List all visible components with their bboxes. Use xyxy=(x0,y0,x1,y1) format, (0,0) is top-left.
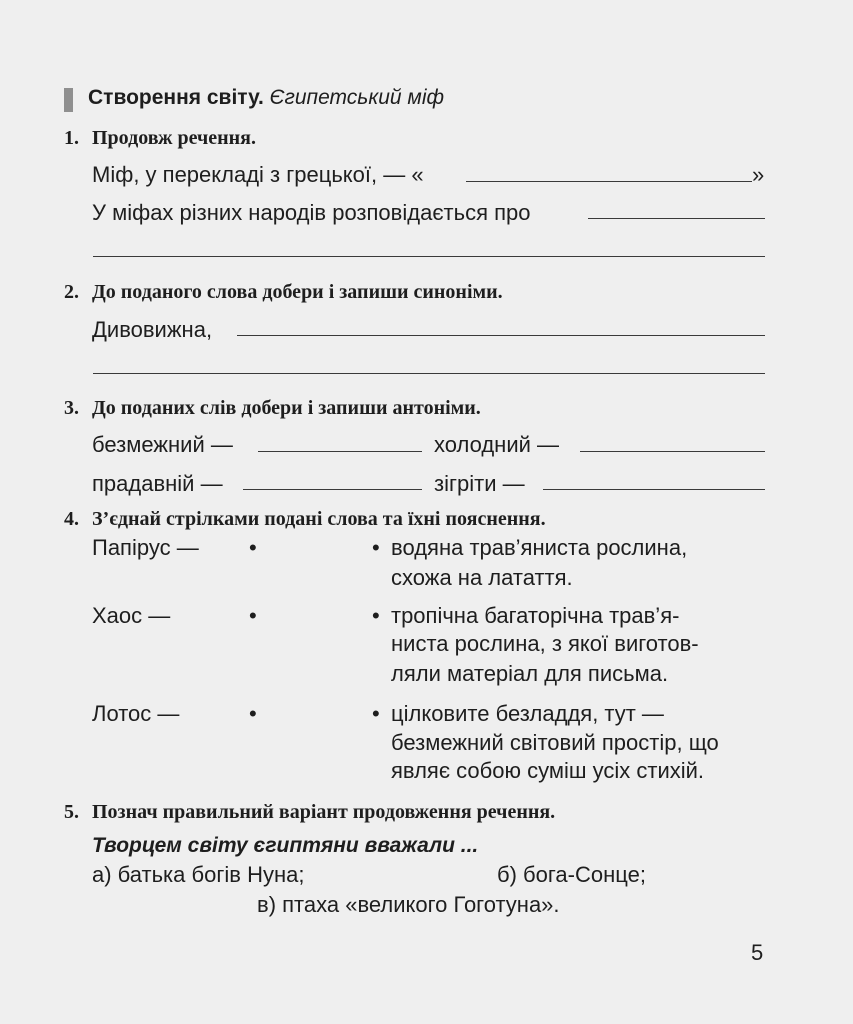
match-term: Лотос — xyxy=(92,701,180,726)
match-point-left[interactable]: • xyxy=(249,701,257,726)
definition-line: безмежний світовий простір, що xyxy=(391,730,719,755)
answer-line[interactable] xyxy=(258,451,422,452)
answer-line[interactable] xyxy=(580,451,765,452)
answer-option-b[interactable]: б) бога-Сонце; xyxy=(497,862,646,887)
antonym-word: прадавній — xyxy=(92,471,223,496)
match-point-right[interactable]: • xyxy=(372,603,380,628)
match-point-right[interactable]: • xyxy=(372,701,380,726)
definition-line: схожа на латаття. xyxy=(391,565,573,590)
definition-line: ляли матеріал для письма. xyxy=(391,661,669,686)
task2-instruction: До поданого слова добери і запиши синоніми. xyxy=(92,281,503,303)
answer-line[interactable] xyxy=(237,335,765,336)
task2-word: Дивовижна, xyxy=(92,317,213,342)
task1-line2-text: У міфах різних народів розповідається про xyxy=(92,200,531,225)
task5-number: 5. xyxy=(64,801,79,823)
answer-line[interactable] xyxy=(243,489,422,490)
title-italic: Єгипетський міф xyxy=(269,86,445,109)
task4-number: 4. xyxy=(64,508,79,530)
task1-number: 1. xyxy=(64,127,79,149)
antonym-word: безмежний — xyxy=(92,432,233,457)
page-number: 5 xyxy=(751,940,764,965)
definition-line: тропічна багаторічна трав’я- xyxy=(391,603,680,628)
title-bold: Створення світу. xyxy=(88,86,264,109)
antonym-word: холодний — xyxy=(434,432,560,457)
match-term: Папірус — xyxy=(92,535,199,560)
task3-number: 3. xyxy=(64,397,79,419)
definition-line: ниста рослина, з якої виготов- xyxy=(391,631,699,656)
match-point-left[interactable]: • xyxy=(249,535,257,560)
answer-line[interactable] xyxy=(93,373,765,374)
task2-number: 2. xyxy=(64,281,79,303)
definition-line: являє собою суміш усіх стихій. xyxy=(391,758,705,783)
answer-line[interactable] xyxy=(543,489,765,490)
task5-prompt: Творцем світу єгиптяни вважали ... xyxy=(92,834,479,857)
answer-option-a[interactable]: а) батька богів Нуна; xyxy=(92,862,305,887)
page-title xyxy=(88,86,444,110)
answer-line[interactable] xyxy=(588,218,765,219)
task1-instruction: Продовж речення. xyxy=(92,127,256,149)
match-point-left[interactable]: • xyxy=(249,603,257,628)
answer-line[interactable] xyxy=(466,181,752,182)
match-term: Хаос — xyxy=(92,603,171,628)
match-point-right[interactable]: • xyxy=(372,535,380,560)
definition-line: водяна трав’яниста рослина, xyxy=(391,535,688,560)
task3-instruction: До поданих слів добери і запиши антоніми. xyxy=(92,397,481,419)
answer-option-c[interactable]: в) птаха «великого Гоготуна». xyxy=(257,892,560,917)
task1-line1-text: Міф, у перекладі з грецької, — « xyxy=(92,162,424,187)
section-marker xyxy=(64,88,73,112)
task1-line1-close: » xyxy=(752,162,765,187)
task5-instruction: Познач правильний варіант продовження речення. xyxy=(92,801,556,823)
answer-line[interactable] xyxy=(93,256,765,257)
antonym-word: зігріти — xyxy=(434,471,525,496)
definition-line: цілковите безладдя, тут — xyxy=(391,701,664,726)
task4-instruction: З’єднай стрілками подані слова та їхні пояснення. xyxy=(92,508,546,530)
